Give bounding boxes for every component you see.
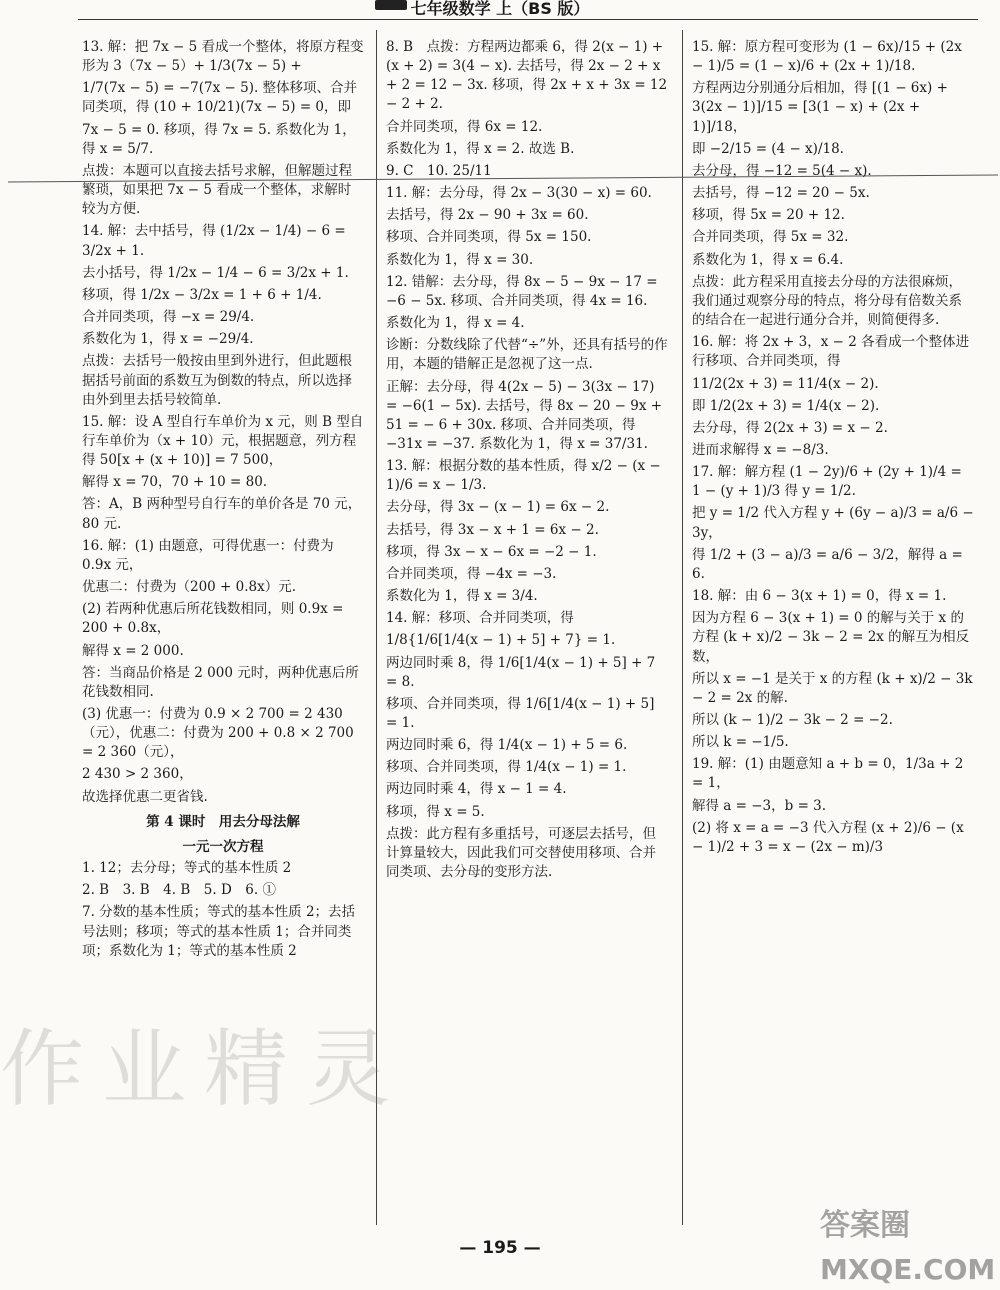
answer-line: 方程两边分别通分后相加，得 [(1 − 6x) + 3(2x − 1)]/15 = [3(1 − x) + (2x + 1)]/18， <box>692 80 948 135</box>
watermark-text: 作业精灵 <box>0 1020 409 1118</box>
answer-line: 解得 x = 2 000. <box>82 642 184 659</box>
answer-line: 1/8{1/6[1/4(x − 1) + 5] + 7} = 1. <box>386 632 616 649</box>
answer-line: 14. 解：去中括号，得 (1/2x − 1/4) − 6 = 3/2x + 1. <box>82 223 346 259</box>
answer-line: 1. 12；去分母；等式的基本性质 2 <box>82 860 292 877</box>
answer-line: 得 1/2 + (3 − a)/3 = a/6 − 3/2，解得 a = 6. <box>692 546 963 582</box>
page-header <box>0 0 1000 22</box>
answer-line: 系数化为 1，得 x = 3/4. <box>386 588 538 605</box>
answer-line: 移项、合并同类项，得 1/4(x − 1) = 1. <box>386 759 627 776</box>
header-rule <box>78 19 978 20</box>
answer-line: 答：A，B 两种型号自行车的单价各是 70 元，80 元. <box>82 496 362 532</box>
page-number: — 195 — <box>459 1238 541 1258</box>
answer-line: 解得 x = 70，70 + 10 = 80. <box>82 474 268 491</box>
answer-line: 16. 解：(1) 由题意，可得优惠一：付费为 0.9x 元， <box>82 537 334 573</box>
answer-line: 系数化为 1，得 x = 2. 故选 B. <box>386 140 575 157</box>
answer-line: 所以 (k − 1)/2 − 3k − 2 = −2. <box>692 712 893 728</box>
answer-line: (3) 优惠一：付费为 0.9 × 2 700 = 2 430（元），优惠二：付费为 200 + 0.8 × 2 700 = 2 360（元）， <box>82 706 354 761</box>
answer-line: 2 430 > 2 360， <box>82 766 193 783</box>
answer-line: 两边同时乘 4，得 x − 1 = 4. <box>386 781 567 798</box>
answer-line: 点拨：去括号一般按由里到外进行，但此题根据括号前面的系数互为倒数的特点，所以选择由外到里去括号较简单. <box>82 353 352 408</box>
answer-line: (2) 若两种优惠后所花钱数相同，则 0.9x = 200 + 0.8x， <box>82 601 344 637</box>
answer-line: 7x − 5 = 0. 移项，得 7x = 5. 系数化为 1，得 x = 5/7. <box>82 121 356 157</box>
answer-line: 13. 解：根据分数的基本性质，得 x/2 − (x − 1)/6 = x − 1/3. <box>386 458 661 494</box>
answer-line: 故选择优惠二更省钱. <box>82 788 208 805</box>
answer-line: 系数化为 1，得 x = 6.4. <box>692 251 844 268</box>
answer-line: 所以 x = −1 是关于 x 的方程 (k + x)/2 − 3k − 2 = 2x 的解. <box>692 670 973 706</box>
answer-line: 14. 解：移项、合并同类项，得 <box>386 610 574 627</box>
answer-line: 去小括号，得 1/2x − 1/4 − 6 = 3/2x + 1. <box>82 264 349 281</box>
answer-line: 即 −2/15 = (4 − x)/18. <box>692 140 844 157</box>
answer-line: 1/7(7x − 5) = −7(7x − 5). 整体移项、合并同类项，得 (10 + 10/21)(7x − 5) = 0，即 <box>82 80 358 116</box>
answer-line: 11/2(2x + 3) = 11/4(x − 2). <box>692 375 879 392</box>
answer-line: 去分母，得 3x − (x − 1) = 6x − 2. <box>386 499 610 516</box>
answer-line: (2) 将 x = a = −3 代入方程 (x + 2)/6 − (x − 1)/2 + 3 = x − (2x − m)/3 <box>692 819 964 855</box>
answer-line: 16. 解：将 2x + 3，x − 2 各看成一个整体进行移项、合并同类项，得 <box>692 334 970 370</box>
answer-line: 7. 分数的基本性质；等式的基本性质 2；去括号法则；移项；等式的基本性质 1；合并同类项；系数化为 1；等式的基本性质 2 <box>82 904 356 959</box>
answer-line: 进而求解得 x = −8/3. <box>692 441 829 458</box>
watermark-site: 答案圈 <box>820 1208 910 1243</box>
answer-line: 移项、合并同类项，得 5x = 150. <box>386 229 592 246</box>
answer-line: 去分母，得 2(2x + 3) = x − 2. <box>692 419 888 436</box>
header-title: 七年级数学 上（BS 版） <box>410 0 590 18</box>
answer-line: 优惠二：付费为（200 + 0.8x）元. <box>82 579 297 596</box>
answer-line: 移项，得 3x − x − 6x = −2 − 1. <box>386 543 597 560</box>
answer-line: 点拨：此方程有多重括号，可逐层去括号，但计算量较大，因此我们可交替使用移项、合并同类项、去分母的变形方法. <box>386 825 656 881</box>
answer-line: 答：当商品价格是 2 000 元时，两种优惠后所花钱数相同. <box>82 664 359 700</box>
section-subtitle: 一元一次方程 <box>182 838 264 855</box>
answer-line: 因为方程 6 − 3(x + 1) = 0 的解与关于 x 的方程 (k + x)/2 − 3k − 2 = 2x 的解互为相反数， <box>692 610 970 665</box>
answer-line: 点拨：本题可以直接去括号求解，但解题过程繁琐，如果把 7x − 5 看成一个整体，求解时较为方便. <box>82 162 352 218</box>
answer-line: 合并同类项，得 6x = 12. <box>386 118 543 135</box>
answer-line: 去括号，得 −12 = 20 − 5x. <box>692 185 870 202</box>
column-left <box>82 38 364 964</box>
column-divider <box>682 30 683 1225</box>
watermark-url: MXQE.COM <box>820 1253 996 1286</box>
answer-line: 2. B 3. B 4. B 5. D 6. ① <box>82 882 276 899</box>
answer-line: 所以 k = −1/5. <box>692 734 789 751</box>
answer-line: 两边同时乘 8，得 1/6[1/4(x − 1) + 5] + 7 = 8. <box>386 654 656 690</box>
answer-line: 8. B 点拨：方程两边都乘 6，得 2(x − 1) + (x + 2) = 3(4 − x). 去括号，得 2x − 2 + x + 2 = 12 − 3x. 移项，得 2x + x + 3x = 12 − 2 + 2. <box>386 39 668 113</box>
answer-line: 正解：去分母，得 4(2x − 5) − 3(3x − 17) = −6(1 − 5x). 去括号，得 8x − 20 − 9x + 51 = − 6 + 30x. 移项、合并同类项，得 −31x = −37. 系数化为 1，得 x = 37/31. <box>386 378 663 452</box>
answer-line: 合并同类项，得 −x = 29/4. <box>82 309 255 326</box>
answer-line: 13. 解：把 7x − 5 看成一个整体，将原方程变形为 3（7x − 5）+ 1/3(7x − 5) + <box>82 39 364 75</box>
answer-line: 移项，得 1/2x − 3/2x = 1 + 6 + 1/4. <box>82 286 322 303</box>
answer-line: 两边同时乘 6，得 1/4(x − 1) + 5 = 6. <box>386 737 628 754</box>
answer-line: 系数化为 1，得 x = 4. <box>386 315 525 332</box>
answer-line: 移项，得 x = 5. <box>386 803 485 820</box>
answer-line: 11. 解：去分母，得 2x − 3(30 − x) = 60. <box>386 185 652 202</box>
answer-line: 17. 解：解方程 (1 − 2y)/6 + (2y + 1)/4 = 1 − (y + 1)/3 得 y = 1/2. <box>692 464 962 500</box>
answer-line: 移项，得 5x = 20 + 12. <box>692 207 845 224</box>
answer-line: 12. 错解：去分母，得 8x − 5 − 9x − 17 = −6 − 5x. 移项、合并同类项，得 4x = 16. <box>386 273 658 309</box>
answer-line: 系数化为 1，得 x = 30. <box>386 251 534 268</box>
answer-line: 18. 解：由 6 − 3(x + 1) = 0，得 x = 1. <box>692 588 947 605</box>
answer-line: 19. 解：(1) 由题意知 a + b = 0，1/3a + 2 = 1， <box>692 756 964 792</box>
answer-line: 合并同类项，得 5x = 32. <box>692 229 849 246</box>
answer-line: 15. 解：设 A 型自行车单价为 x 元，则 B 型自行车单价为（x + 10）元，根据题意，列方程得 50[x + (x + 10)] = 7 500， <box>82 413 364 469</box>
answer-line: 合并同类项，得 −4x = −3. <box>386 565 557 582</box>
answer-line: 解得 a = −3，b = 3. <box>692 797 827 814</box>
answer-line: 去括号，得 3x − x + 1 = 6x − 2. <box>386 521 599 538</box>
column-right <box>692 38 974 860</box>
column-middle <box>386 38 668 885</box>
answer-line: 点拨：此方程采用直接去分母的方法很麻烦，我们通过观察分母的特点，将分母有倍数关系的结合在一起进行通分合并，则简便得多. <box>692 273 962 329</box>
answer-line: 9. C 10. 25/11 <box>386 162 492 179</box>
section-title: 第 4 课时 用去分母法解 <box>146 813 300 830</box>
answer-line: 诊断：分数线除了代替“÷”外，还具有括号的作用，本题的错解正是忽视了这一点. <box>386 337 668 373</box>
answer-line: 系数化为 1，得 x = −29/4. <box>82 331 254 348</box>
answer-line: 去分母，得 −12 = 5(4 − x). <box>692 162 872 179</box>
answer-line: 把 y = 1/2 代入方程 y + (6y − a)/3 = a/6 − 3y， <box>692 505 974 541</box>
answer-line: 即 1/2(2x + 3) = 1/4(x − 2). <box>692 397 880 414</box>
answer-line: 去括号，得 2x − 90 + 3x = 60. <box>386 207 589 224</box>
answer-line: 15. 解：原方程可变形为 (1 − 6x)/15 + (2x − 1)/5 = (1 − x)/6 + (2x + 1)/18. <box>692 39 962 75</box>
answer-line: 移项、合并同类项，得 1/6[1/4(x − 1) + 5] = 1. <box>386 695 655 731</box>
